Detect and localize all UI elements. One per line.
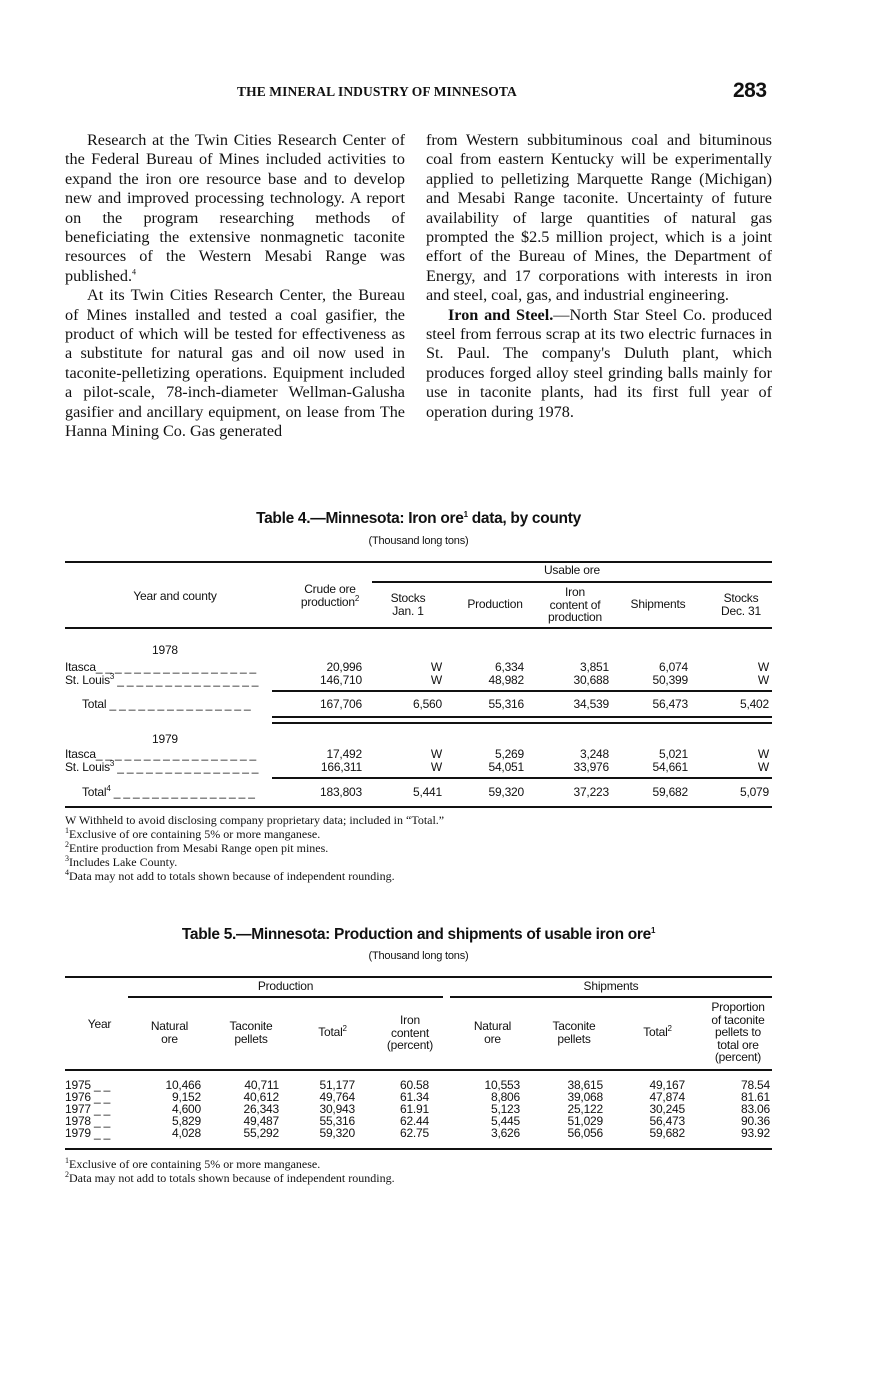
table4-footnote: $^1$Exclusive of ore containing 5% or more manganese. xyxy=(65,826,321,841)
paragraph: At its Twin Cities Research Center, the Bureau of Mines installed and tested a coal gasifier, the product of which will be tested for effectiveness as a substitute for natural gas and oil now used in taconite-pelletizing operations. Equipment included a pilot-scale, 78-inch-diameter Wellman-Galusha gasifier and ancillary equipment, on lease from The Hanna Mining Co. Gas generated xyxy=(65,286,405,441)
table5-header-shipments: Shipments xyxy=(583,979,639,993)
paragraph: from Western subbituminous coal and bituminous coal from eastern Kentucky will be experimentally applied to pelletizing Marquette Range (Michigan) and Mesabi Range taconite. Uncertainty of future availability of large quantities of natural gas prompted the $2.5 million project, which is a joint effort of the Bureau of Mines, the Department of Energy, and 17 corporations with interests in iron and steel, coal, gas, and industrial engineering. xyxy=(426,131,772,305)
paragraph: Research at the Twin Cities Research Center of the Federal Bureau of Mines included activities to expand the iron ore resource base and to develop new and improved processing technology. A report on the program researching methods of beneficiating the extensive nonmagnetic taconite resources of the Western Mesabi Range was published.$^4$ xyxy=(65,131,405,285)
table5-bottom-rule xyxy=(65,1148,772,1150)
table4-year-1979: 1979 xyxy=(152,732,178,746)
table4-total-rule-1 xyxy=(272,716,772,718)
table5-header-natural-ore: Natural ore xyxy=(150,1019,189,1046)
table4-subtotal-rule xyxy=(272,777,772,779)
table4-year-1978: 1978 xyxy=(152,643,178,657)
table5-header-proportion: Proportion of taconite pellets to total ore (percent) xyxy=(711,1000,765,1064)
paragraph: Iron and Steel.—North Star Steel Co. produced steel from ferrous scrap at its two electric furnaces in St. Paul. The company's Duluth plant, which produces forged alloy steel grinding balls mainly for use in taconite plants, had its first full year of operation during 1978. xyxy=(426,305,772,421)
footnote-ref: 4 xyxy=(132,267,136,277)
table4-row-label: St. Louis$^3$ _ _ _ _ _ _ _ _ _ _ _ _ _ _ _ xyxy=(65,672,259,687)
table4-total-label: Total$^4$ _ _ _ _ _ _ _ _ _ _ _ _ _ _ _ xyxy=(82,784,255,799)
running-header-title: THE MINERAL INDUSTRY OF MINNESOTA xyxy=(237,84,517,99)
table5-header-total: Total$^2$ xyxy=(318,1024,347,1039)
table4-footnote: $^2$Entire production from Mesabi Range open pit mines. xyxy=(65,840,329,855)
table5-header-bottom-rule xyxy=(65,1069,772,1071)
table4-header-usable-ore: Usable ore xyxy=(543,563,601,577)
table4-row-label: Itasca_ _ _ _ _ _ _ _ _ _ _ _ _ _ _ _ _ xyxy=(65,747,257,761)
table4-header-shipments: Shipments xyxy=(630,597,686,611)
table5-header-year: Year xyxy=(87,1017,112,1031)
table4-top-rule xyxy=(65,561,772,563)
table4-header-stocks-jan1: Stocks Jan. 1 xyxy=(390,591,426,618)
table4-usable-ore-rule xyxy=(372,581,772,583)
table4-header-stocks-dec31: Stocks Dec. 31 xyxy=(721,591,761,618)
table5-production-rule xyxy=(128,996,443,998)
page-number: 283 xyxy=(733,79,767,102)
table4-header-bottom-rule xyxy=(65,627,772,629)
table5-header-ship-taconite-pellets: Taconite pellets xyxy=(552,1019,596,1046)
body-column-right xyxy=(426,131,772,422)
table4-total-label: Total _ _ _ _ _ _ _ _ _ _ _ _ _ _ _ xyxy=(82,697,251,711)
table4-subtitle: (Thousand long tons) xyxy=(368,535,469,547)
table5-footnote: $^2$Data may not add to totals shown because of independent rounding. xyxy=(65,1170,395,1185)
table4-footnote: $^4$Data may not add to totals shown because of independent rounding. xyxy=(65,868,395,883)
table5-title: Table 5.—Minnesota: Production and shipments of usable iron ore$^1$ xyxy=(181,925,656,943)
table5-subtitle: (Thousand long tons) xyxy=(368,950,469,962)
table4-footnote: $^3$Includes Lake County. xyxy=(65,854,178,869)
table4-row-label: Itasca_ _ _ _ _ _ _ _ _ _ _ _ _ _ _ _ _ xyxy=(65,660,257,674)
table4-bottom-rule xyxy=(65,806,772,808)
table4-total-rule-2 xyxy=(272,722,772,724)
table4-title: Table 4.—Minnesota: Iron ore$^1$ data, by county xyxy=(256,509,581,527)
table5-header-production: Production xyxy=(257,979,314,993)
table4-footnote: W Withheld to avoid disclosing company proprietary data; included in “Total.” xyxy=(65,813,445,827)
table4-header-iron-content: Iron content of production xyxy=(547,585,603,624)
table5-header-iron-content: Iron content (percent) xyxy=(386,1013,434,1052)
table5-shipments-rule xyxy=(450,996,772,998)
table4-header-production: Production xyxy=(467,597,523,611)
section-heading-iron-steel: Iron and Steel. xyxy=(448,305,554,324)
table5-header-taconite-pellets: Taconite pellets xyxy=(229,1019,273,1046)
table4-header-year-county: Year and county xyxy=(133,589,217,603)
table5-header-ship-total: Total$^2$ xyxy=(643,1024,672,1039)
body-column-left xyxy=(65,131,405,442)
table5-top-rule xyxy=(65,976,772,978)
table4-header-crude-ore: Crude ore production$^2$ xyxy=(300,582,360,609)
table4-subtotal-rule xyxy=(272,690,772,692)
table5-header-ship-natural-ore: Natural ore xyxy=(473,1019,512,1046)
table5-footnote: $^1$Exclusive of ore containing 5% or more manganese. xyxy=(65,1156,321,1171)
table4-row-label: St. Louis$^3$ _ _ _ _ _ _ _ _ _ _ _ _ _ _ _ xyxy=(65,759,259,774)
